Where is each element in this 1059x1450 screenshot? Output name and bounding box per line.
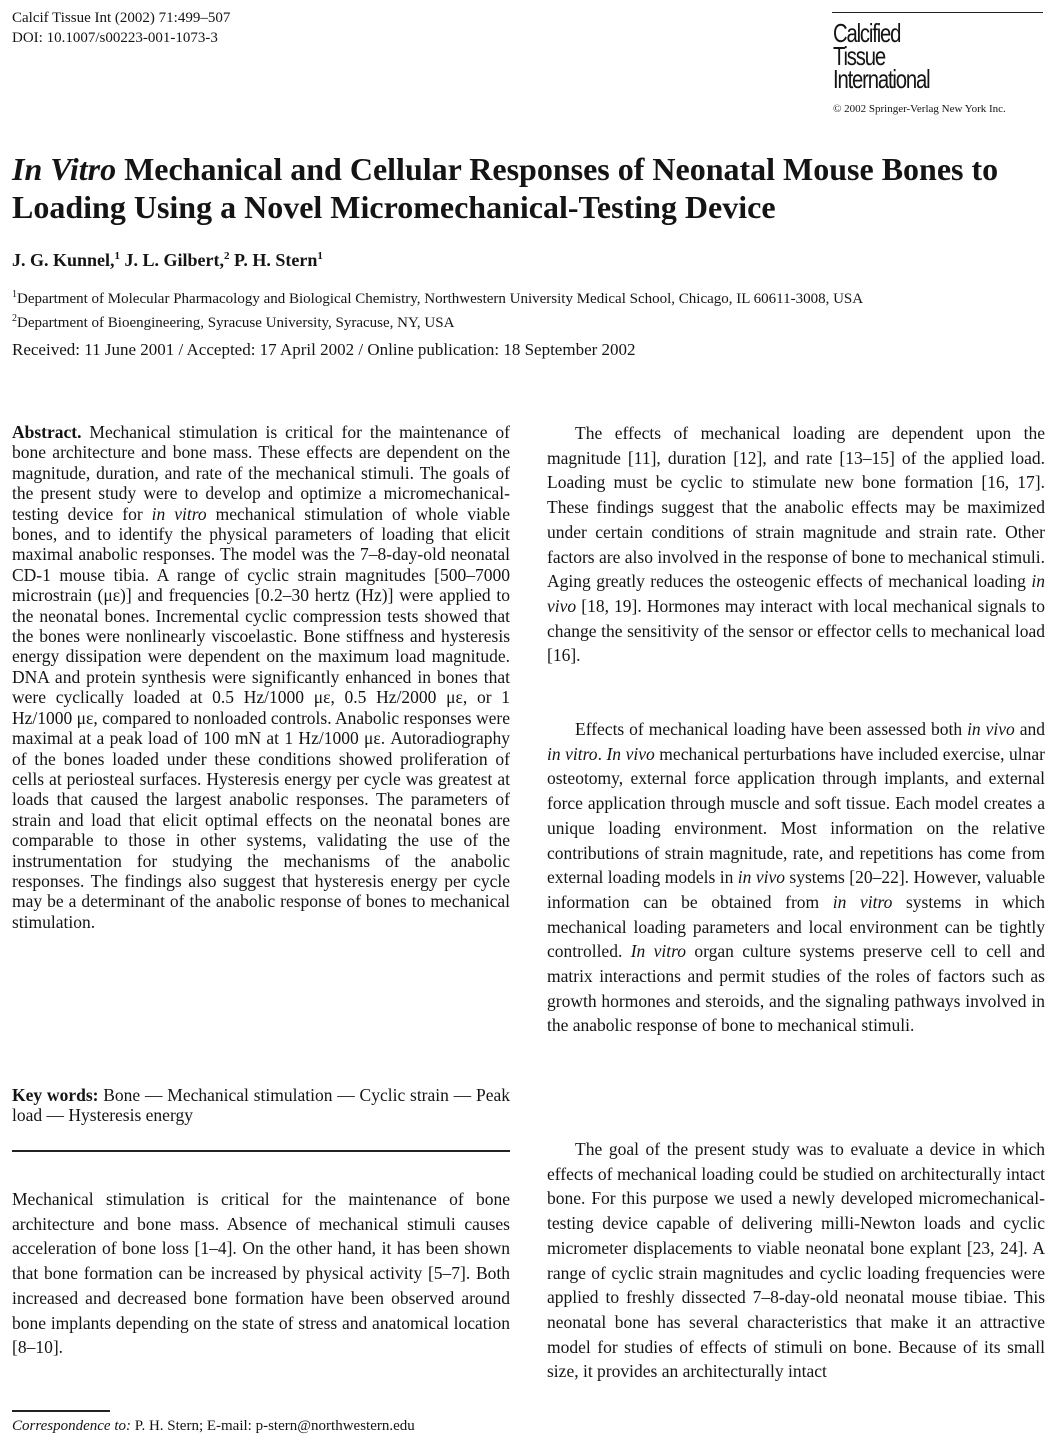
keywords <box>12 1085 510 1126</box>
body-paragraph <box>547 421 1045 717</box>
abstract-text: Mechanical stimulation is critical for the maintenance of bone architecture and bone mass. These effects are dependent on the magnitude, duration, and rate of the mechanical stimuli. The goals of the present study were to develop and optimize a micromechanical-testing device for <box>12 422 510 524</box>
correspondence-text: P. H. Stern; E-mail: p-stern@northwestern.edu <box>131 1418 415 1434</box>
paragraph-text: systems [20–22]. However, valuable information can be obtained from <box>547 867 1045 912</box>
affiliation-text: Department of Bioengineering, Syracuse University, Syracuse, NY, USA <box>17 315 455 331</box>
logo-line: International <box>833 64 930 94</box>
italic-term: in vivo <box>547 571 1045 616</box>
title-italic-part: In Vitro <box>12 151 117 187</box>
keywords-text: Bone — Mechanical stimulation — Cyclic strain — Peak load — Hysteresis energy <box>12 1085 510 1126</box>
paragraph-text: The effects of mechanical loading are dependent upon the magnitude [11], duration [12], and rate [13–15] of the applied load. Loading must be cyclic to stimulate new bone formation [16, 17]. These findings suggest that the anabolic effects may be maximized under certain conditions of strain magnitude and strain rate. Other factors are also involved in the response of bone to mechanical stimuli. Aging greatly reduces the osteogenic effects of mechanical loading <box>547 423 1045 592</box>
author-affiliation-mark: 2 <box>224 250 230 262</box>
italic-term: in vivo <box>737 867 785 888</box>
publication-dates: Received: 11 June 2001 / Accepted: 17 April 2002 / Online publication: 18 September 2002 <box>12 340 636 359</box>
paragraph-text: . <box>597 743 607 764</box>
logo-line: Tissue <box>833 41 885 71</box>
right-column <box>547 421 1045 1432</box>
paragraph-text: organ culture systems preserve cell to cell and matrix interactions and permit studies of the roles of factors such as growth hormones and steroids, and the signaling pathways involved in the anabolic response of bone to mechanical stimuli. <box>547 941 1045 1036</box>
journal-logo <box>833 18 930 94</box>
logo-line: Calcified <box>833 18 901 48</box>
italic-term: in vitro <box>547 743 598 764</box>
affiliation-mark: 1 <box>12 289 17 300</box>
intro-paragraph: Mechanical stimulation is critical for the maintenance of bone architecture and bone mass. Absence of mechanical stimuli causes acceleration of bone loss [1–4]. On the other hand, it has been shown that bone formation can be increased by physical activity [5–7]. Both increased and decreased bone formation have been observed around bone implants depending on the state of stress and anatomical location [8–10]. <box>12 1189 510 1358</box>
italic-term: In vivo <box>606 743 655 764</box>
author-name: P. H. Stern <box>234 250 318 270</box>
affiliation-text: Department of Molecular Pharmacology and Biological Chemistry, Northwestern University Medical School, Chicago, IL 60611-3008, USA <box>17 291 864 307</box>
affiliations <box>12 285 863 333</box>
paragraph-text: [18, 19]. Hormones may interact with local mechanical signals to change the sensitivity of the sensor or effector cells to mechanical load [16]. <box>547 595 1045 666</box>
keywords-label: Key words: <box>12 1085 99 1105</box>
affiliation <box>12 309 863 333</box>
affiliation <box>12 285 863 309</box>
footnote-rule <box>12 1410 110 1412</box>
italic-term: in vitro <box>832 891 893 912</box>
paragraph-text: Effects of mechanical loading have been assessed both <box>575 719 968 739</box>
logo-top-rule <box>832 12 1043 13</box>
title-rest: Mechanical and Cellular Responses of Neonatal Mouse Bones to Loading Using a Novel Micromechanical-Testing Device <box>12 151 999 225</box>
journal-citation <box>12 8 230 48</box>
italic-term: in vivo <box>967 719 1015 739</box>
author-affiliation-mark: 1 <box>114 250 121 262</box>
doi-line: DOI: 10.1007/s00223-001-1073-3 <box>12 30 218 46</box>
abstract-label: Abstract. <box>12 422 82 442</box>
section-divider <box>12 1150 510 1152</box>
paragraph-text: and <box>1014 719 1045 739</box>
abstract-text: mechanical stimulation of whole viable bones, and to identify the physical parameters of loading that elicit maximal anabolic responses. The model was the 7–8-day-old neonatal CD-1 mouse tibia. A range of cyclic strain magnitudes [500–7000 microstrain (με)] and frequencies [0.2–30 hertz (Hz)] were applied to the neonatal bones. Incremental cyclic compression tests showed that the bones were nonlinearly viscoelastic. Bone stiffness and hysteresis energy dissipation were dependent on the maximum load magnitude. DNA and protein synthesis were significantly enhanced in bones that were cyclically loaded at 0.5 Hz/1000 με, 0.5 Hz/2000 με, or 1 Hz/1000 με, compared to nonloaded controls. Anabolic responses were maximal at a peak load of 100 mN at 1 Hz/1000 με. Autoradiography of the bones loaded under these conditions showed proliferation of cells at periosteal surfaces. Hysteresis energy per cycle was greatest at loads that caused the largest anabolic responses. The parameters of strain and load that elicit optimal effects on the neonatal bones are comparable to those in other systems, validating the use of the instrumentation for studying the mechanisms of the anabolic responses. The findings also suggest that hysteresis energy per cycle may be a determinant of the anabolic response of bones to mechanical stimulation. <box>12 503 510 932</box>
author-list <box>12 250 323 271</box>
author-name: J. G. Kunnel, <box>12 250 115 270</box>
paragraph-text: mechanical perturbations have included exercise, ulnar osteotomy, external force application through implants, and external force application through muscle and soft tissue. Each model creates a unique loading environment. Most information on the relative contributions of strain magnitude, rate, and repetitions has come from external loading models in <box>547 743 1045 888</box>
author-affiliation-mark: 1 <box>317 250 323 262</box>
paragraph-text: systems in which mechanical loading parameters and local environment can be tightly controlled. <box>547 891 1045 962</box>
paper-title <box>12 150 1042 226</box>
affiliation-mark: 2 <box>12 313 17 324</box>
body-paragraph: The goal of the present study was to evaluate a device in which effects of mechanical loading could be studied on architecturally intact bone. For this purpose we used a newly developed micromechanical-testing device capable of delivering milli-Newton loads and cyclic micrometer displacements to viable neonatal bone explant [23, 24]. A range of cyclic strain magnitudes and cyclic loading frequencies were applied to freshly dissected 7–8-day-old neonatal mouse tibiae. This neonatal bone has several characteristics that make it an attractive model for studies of effects of stimuli on bone. Because of its small size, it provides an architecturally intact <box>547 1139 1045 1382</box>
correspondence-label: Correspondence to: <box>12 1418 132 1434</box>
abstract <box>12 422 510 932</box>
citation-line: Calcif Tissue Int (2002) 71:499–507 <box>12 10 231 26</box>
copyright-notice: © 2002 Springer-Verlag New York Inc. <box>833 103 1006 115</box>
author-name: J. L. Gilbert, <box>124 250 225 270</box>
italic-term: In vitro <box>630 941 687 962</box>
body-paragraph <box>547 717 1045 1137</box>
correspondence-note <box>12 1418 415 1435</box>
abstract-italic: in vitro <box>151 503 207 524</box>
